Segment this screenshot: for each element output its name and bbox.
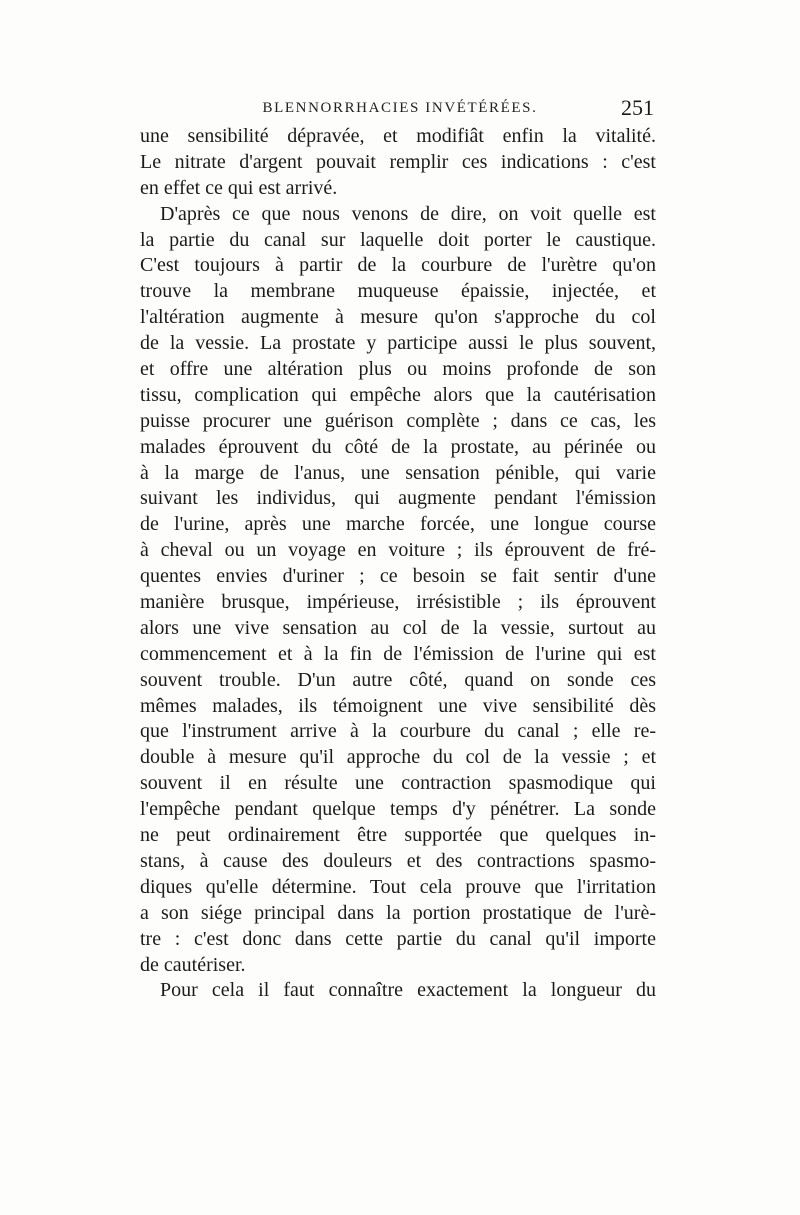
text-line: tissu, complication qui empêche alors que la cautérisation: [140, 383, 656, 406]
text-line: C'est toujours à partir de la courbure de l'urètre qu'on: [140, 254, 656, 277]
text-line: de cautériser.: [140, 953, 246, 976]
text-line: l'empêche pendant quelque temps d'y pénétrer. La sonde: [140, 798, 656, 821]
text-line: et offre une altération plus ou moins profonde de son: [140, 358, 656, 381]
text-line: l'altération augmente à mesure qu'on s'approche du col: [140, 306, 656, 329]
text-line: trouve la membrane muqueuse épaissie, injectée, et: [140, 280, 656, 303]
text-line: alors une vive sensation au col de la vessie, surtout au: [140, 616, 656, 639]
text-line: D'après ce que nous venons de dire, on voit quelle est: [160, 202, 656, 225]
text-line: en effet ce qui est arrivé.: [140, 176, 338, 199]
text-line: souvent trouble. D'un autre côté, quand on sonde ces: [140, 668, 656, 691]
body-text: [140, 124, 656, 1004]
text-line: quentes envies d'uriner ; ce besoin se fait sentir d'une: [140, 565, 656, 588]
text-line: stans, à cause des douleurs et des contractions spasmo-: [140, 849, 656, 872]
text-line: diques qu'elle détermine. Tout cela prouve que l'irritation: [140, 875, 656, 898]
text-line: Pour cela il faut connaître exactement la longueur du: [160, 979, 656, 1002]
text-line: a son siége principal dans la portion prostatique de l'urè-: [140, 901, 656, 924]
text-line: mêmes malades, ils témoignent une vive sensibilité dès: [140, 694, 656, 717]
running-title: BLENNORRHACIES INVÉTÉRÉES.: [262, 100, 538, 116]
page-header: [140, 96, 660, 126]
text-line: ne peut ordinairement être supportée que quelques in-: [140, 824, 656, 847]
text-line: de l'urine, après une marche forcée, une longue course: [140, 513, 656, 536]
page-number: 251: [621, 95, 654, 120]
text-line: souvent il en résulte une contraction spasmodique qui: [140, 772, 656, 795]
text-line: puisse procurer une guérison complète ; dans ce cas, les: [140, 409, 656, 432]
text-line: de la vessie. La prostate y participe aussi le plus souvent,: [140, 332, 656, 355]
text-line: double à mesure qu'il approche du col de la vessie ; et: [140, 746, 656, 769]
text-line: la partie du canal sur laquelle doit porter le caustique.: [140, 228, 656, 251]
text-line: à la marge de l'anus, une sensation pénible, qui varie: [140, 461, 656, 484]
text-line: tre : c'est donc dans cette partie du canal qu'il importe: [140, 927, 656, 950]
text-line: malades éprouvent du côté de la prostate, au périnée ou: [140, 435, 656, 458]
text-line: à cheval ou un voyage en voiture ; ils éprouvent de fré-: [140, 539, 656, 562]
text-line: commencement et à la fin de l'émission de l'urine qui est: [140, 642, 656, 665]
text-line: suivant les individus, qui augmente pendant l'émission: [140, 487, 656, 510]
text-line: manière brusque, impérieuse, irrésistible ; ils éprouvent: [140, 591, 656, 614]
text-line: Le nitrate d'argent pouvait remplir ces indications : c'est: [140, 150, 656, 173]
text-line: une sensibilité dépravée, et modifiât enfin la vitalité.: [140, 125, 656, 147]
text-line: que l'instrument arrive à la courbure du canal ; elle re-: [140, 720, 656, 743]
